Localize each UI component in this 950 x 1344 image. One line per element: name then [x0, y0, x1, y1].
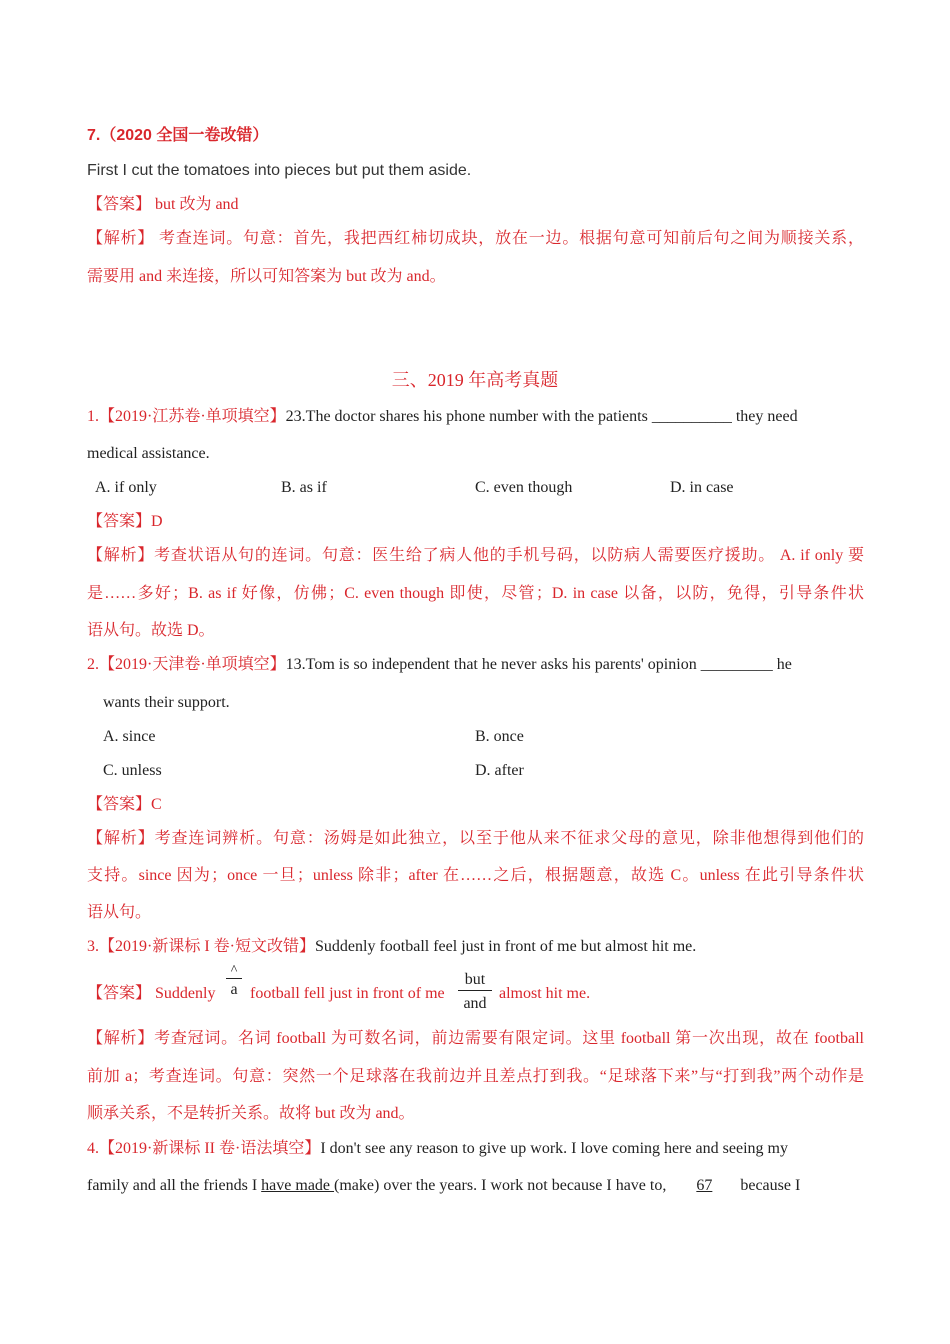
q3-correct-word: and — [458, 990, 492, 1017]
q3-insert-word: a — [226, 978, 242, 1001]
q7-analysis-line-1: 【解析】 考查连词。句意：首先，我把西红柿切成块，放在一边。根据句意可知前后句之间为顺接关系， — [87, 230, 864, 247]
q1-label: 1.【2019·江苏卷·单项填空】 — [87, 408, 286, 425]
q7-answer: 【答案】 but 改为 and — [87, 196, 239, 213]
q3-analysis-line-1: 【解析】考查冠词。名词 football 为可数名词，前边需要有限定词。这里 football 第一次出现，故在 football — [87, 1030, 864, 1047]
caret-icon: ^ — [230, 963, 238, 978]
q4-filled-answer: have made — [261, 1177, 335, 1194]
q3-analysis-line-2: 前加 a；考查连词。句意：突然一个足球落在我前边并且差点打到我。“足球落下来”与“打到我”两个动作是 — [87, 1068, 864, 1085]
q1-option-d: D. in case — [670, 479, 734, 496]
q2-option-d: D. after — [475, 762, 524, 779]
q3-insertion-mark — [226, 964, 242, 1001]
q3-wrong-word: but — [464, 971, 486, 988]
q3-correction — [458, 970, 492, 1017]
q4-text-part-c: because I — [736, 1177, 801, 1194]
q2-question — [87, 655, 792, 675]
q4-text-part-b: (make) over the years. I work not because I have to, — [334, 1177, 671, 1194]
q3-text: Suddenly football feel just in front of me but almost hit me. — [315, 938, 697, 955]
q2-text-line-2: wants their support. — [103, 694, 230, 711]
q4-question — [87, 1139, 788, 1159]
q4-text-line-2 — [87, 1176, 800, 1196]
q3-analysis-line-3: 顺承关系，不是转折关系。故将 but 改为 and。 — [87, 1105, 415, 1122]
q1-answer: 【答案】D — [87, 513, 163, 530]
q1-option-a: A. if only — [95, 479, 157, 496]
q2-analysis-line-3: 语从句。 — [87, 904, 152, 921]
q1-option-c: C. even though — [475, 479, 573, 496]
q1-option-b: B. as if — [281, 479, 327, 496]
q2-answer: 【答案】C — [87, 796, 162, 813]
q7-sentence: First I cut the tomatoes into pieces but put them aside. — [87, 162, 472, 179]
q2-option-b: B. once — [475, 728, 524, 745]
q1-text-line-1: 23.The doctor shares his phone number with the patients __________ they need — [285, 408, 798, 425]
q3-answer-prefix: 【答案】 Suddenly — [87, 985, 216, 1002]
section-title: 三、2019 年高考真题 — [391, 370, 559, 390]
q1-analysis-line-3: 语从句。故选 D。 — [87, 622, 215, 639]
q7-title: 7.（2020 全国一卷改错） — [87, 127, 269, 144]
q3-question — [87, 937, 696, 957]
q4-label: 4.【2019·新课标 II 卷·语法填空】 — [87, 1140, 321, 1157]
q2-text-line-1: 13.Tom is so independent that he never asks his parents' opinion _________ he — [285, 656, 792, 673]
q3-answer-suffix: almost hit me. — [499, 985, 591, 1002]
q1-text-line-2: medical assistance. — [87, 445, 210, 462]
q2-option-a: A. since — [103, 728, 156, 745]
q2-label: 2.【2019·天津卷·单项填空】 — [87, 656, 286, 673]
q1-analysis-line-1: 【解析】考查状语从句的连词。句意：医生给了病人他的手机号码，以防病人需要医疗援助。 A. if only 要 — [87, 547, 864, 564]
q2-option-c: C. unless — [103, 762, 162, 779]
q3-label: 3.【2019·新课标 I 卷·短文改错】 — [87, 938, 315, 955]
q3-answer-middle: football fell just in front of me — [250, 985, 445, 1002]
q1-analysis-line-2: 是……多好；B. as if 好像，仿佛；C. even though 即使，尽管；D. in case 以备，以防，免得，引导条件状 — [87, 585, 864, 602]
q1-question — [87, 407, 798, 427]
q2-analysis-line-2: 支持。since 因为；once 一旦；unless 除非；after 在……之后，根据题意，故选 C。unless 在此引导条件状 — [87, 867, 864, 884]
q2-analysis-line-1: 【解析】考查连词辨析。句意：汤姆是如此独立，以至于他从来不征求父母的意见，除非他想得到他们的 — [87, 830, 864, 847]
q4-blank-67: 67 — [696, 1177, 713, 1194]
q7-analysis-line-2: 需要用 and 来连接，所以可知答案为 but 改为 and。 — [87, 268, 446, 285]
q4-text-line-1: I don't see any reason to give up work. I love coming here and seeing my — [320, 1140, 788, 1157]
q4-text-part-a: family and all the friends I — [87, 1177, 262, 1194]
